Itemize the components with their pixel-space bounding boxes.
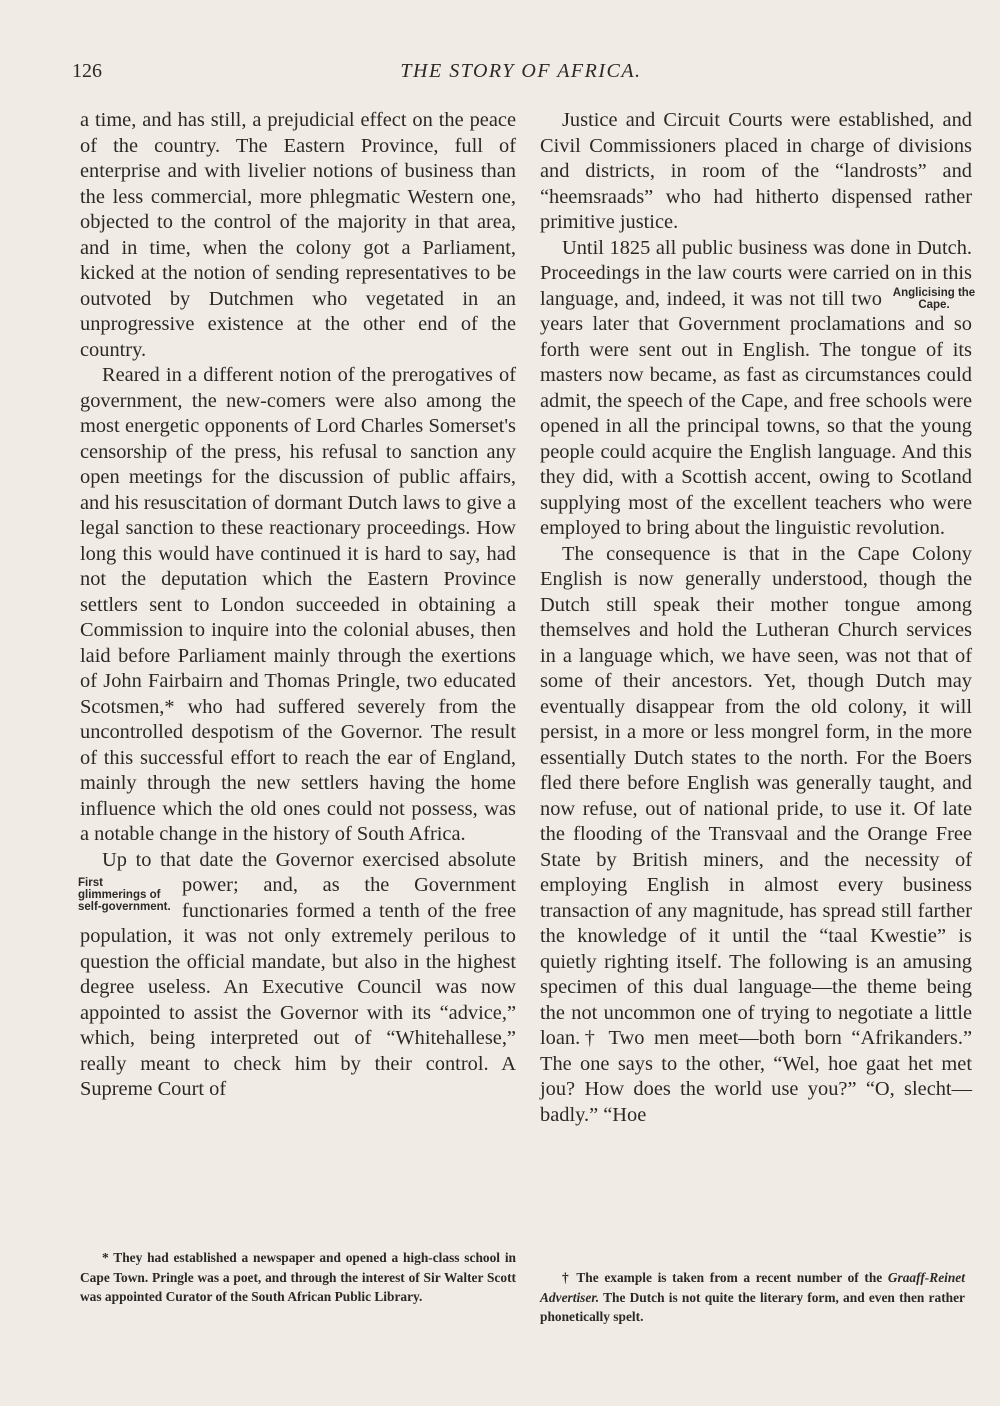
- footnote-left: [80, 1248, 516, 1307]
- footnote-prefix: † The example is taken from a recent number of the: [562, 1270, 883, 1285]
- page-number: 126: [72, 60, 102, 82]
- right-column: [540, 108, 976, 1128]
- paragraph: a time, and has still, a prejudicial effect on the peace of the country. The Eastern Province, full of enterprise and with livelier notions of business than the less commercial, more phlegmatic Western one, objected to the control of the majority in that area, and in time, when the colony got a Parliament, kicked at the notion of sending representatives to be outvoted by Dutchmen who vegetated in an unprogressive existence at the other end of the country.: [80, 109, 516, 361]
- running-title: THE STORY OF AFRICA.: [400, 60, 642, 82]
- page-header: [72, 60, 970, 90]
- footnote-right: [540, 1268, 965, 1327]
- margin-note: Anglicising the Cape.: [892, 286, 976, 311]
- paragraph: Reared in a different notion of the prerogatives of government, the new-comers were also among the most energetic opponents of Lord Charles Somerset's censorship of the press, his refusal to sanction any open meetings for the discussion of public affairs, and his resuscitation of dormant Dutch laws to give a legal sanction to these reactionary proceedings. How long this would have continued it is hard to say, had not the deputation which the Eastern Province settlers sent to London succeeded in obtaining a Commission to inquire into the colonial abuses, then laid before Parliament mainly through the exertions of John Fairbairn and Thomas Pringle, two educated Scotsmen,* who had suffered severely from the uncontrolled despotism of the Governor. The result of this successful effort to reach the ear of England, mainly through the new settlers having the home influence which the old ones could not possess, was a notable change in the history of South Africa.: [80, 364, 516, 845]
- newspaper-title: Graaff-Reinet Advertiser.: [540, 1270, 965, 1305]
- paragraph-start: Until 1825 all public business was done in Dutch. Proceedings in the law courts were carried on in this language, and,: [540, 236, 972, 310]
- paragraph: [540, 236, 976, 542]
- paragraph: Justice and Circuit Courts were established, and Civil Commissioners placed in charge of divisions and districts, in room of the “landrosts” and “heemsraads” who had hitherto dispensed rather primitive justice.: [540, 109, 972, 233]
- footnote-suffix: The Dutch is not quite the literary form, and even then rather phonetically spelt.: [540, 1289, 965, 1324]
- paragraph-rest: functionaries formed a tenth of the free population, it was not only extremely perilous to question the official mandate, but also in the highest degree useless. An Executive Council was now appointed to assist the Governor with its “advice,” which, being interpreted out of “Whitehallese,” really meant to check him by their control. A Supreme Court of: [80, 899, 516, 1100]
- paragraph: [80, 848, 516, 1103]
- paragraph-rest: indeed, it was not till two years later that Government proclamations and so forth were sent out in English. The tongue of its masters now became, as fast as circumstances could admit, the speech of the Cape, and free schools were opened in all the principal towns, so that the young people could acquire the English language. And this they did, with a Scottish accent, owing to Scotland supplying most of the excellent teachers who were employed to bring about the linguistic revolution.: [540, 287, 972, 539]
- footnote-text: * They had established a newspaper and opened a high-class school in Cape Town. Pringle was a poet, and through the interest of Sir Walter Scott was appointed Curator of the South African Public Library.: [80, 1250, 516, 1304]
- paragraph: The consequence is that in the Cape Colony English is now generally understood, though the Dutch still speak their mother tongue among themselves and hold the Lutheran Church services in a language which, we have seen, was not that of some of their ancestors. Yet, though Dutch may eventually disappear from the old colony, it will persist, in a more or less mongrel form, in the more essentially Dutch states to the north. For the Boers fled there before English was generally taught, and now refuse, out of national pride, to use it. Of late the flooding of the Transvaal and the Orange Free State by British miners, and the necessity of employing English in almost every business transaction of any magnitude, has spread still farther the knowledge of it until the “taal Kwestie” is quietly righting itself. The following is an amusing specimen of this dual language—the theme being the not uncommon one of trying to negotiate a little loan.† Two men meet—both born “Afrikanders.” The one says to the other, “Wel, hoe gaat het met jou? How does the world use you?” “O, slecht—badly.” “Hoe: [540, 542, 972, 1126]
- left-column: [80, 108, 516, 1103]
- footnote-text: [540, 1268, 965, 1327]
- paragraph-start: Up to that date the Governor exercised absolute power; and, as the Government: [102, 848, 516, 896]
- margin-note: First glimmerings of self-government.: [78, 877, 171, 913]
